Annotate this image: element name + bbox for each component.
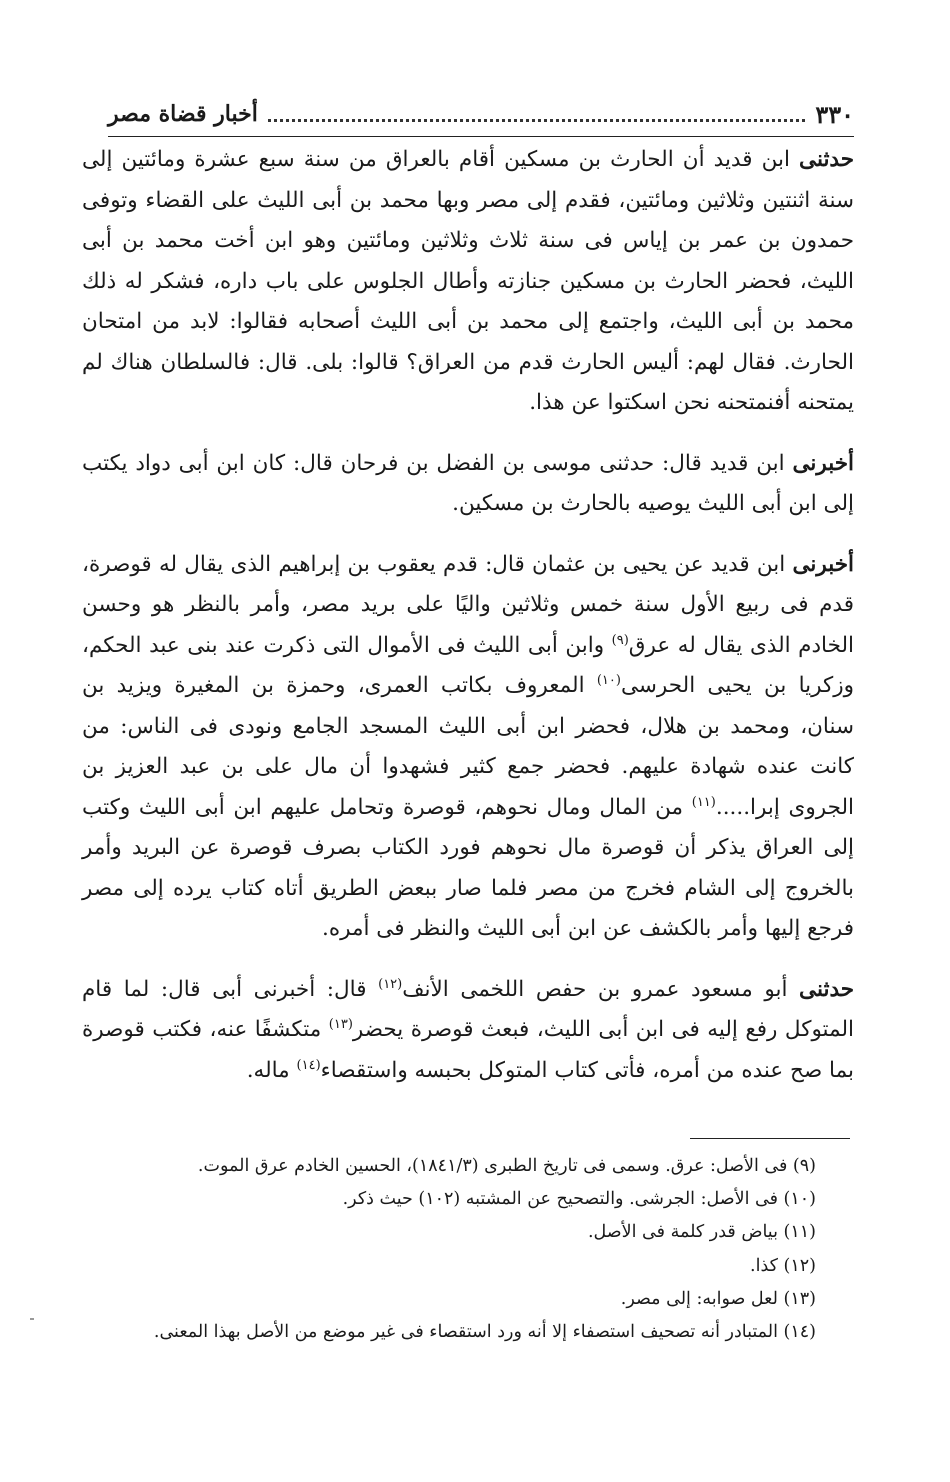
body-text <box>82 140 854 1111</box>
paragraph-text: أبو مسعود عمرو بن حفص اللخمى الأنف <box>402 976 800 1002</box>
footnotes-list <box>100 1150 816 1349</box>
footnote-item: (١٤) المتبادر أنه تصحيف استصفاء إلا أنه ورد استقصاء فى غير موضع من الأصل بهذا المعنى. <box>153 1322 816 1343</box>
footnote-reference: (١٠) <box>596 672 621 688</box>
paragraph-text: ابن قديد قال: حدثنى موسى بن الفضل بن فرحان قال: كان ابن أبى دواد يكتب إلى ابن أبى الليث يوصيه بالحارث بن مسكين. <box>82 450 854 516</box>
paragraph <box>82 444 854 525</box>
paragraph-text: قال: أخبرنى أبى قال: لما قام المتوكل رفع إليه فى ابن أبى الليث، فبعث قوصرة يحضر <box>82 976 855 1042</box>
paragraph-lead-word: حدثنى <box>799 976 855 1002</box>
running-title: أخبار قضاة مصر <box>108 101 258 127</box>
paragraph <box>82 970 854 1092</box>
paragraph-lead-word: أخبرنى <box>792 551 854 577</box>
footnote-item: (١١) بياض قدر كلمة فى الأصل. <box>587 1222 816 1243</box>
footnote-item: (١٣) لعل صوابه: إلى مصر. <box>620 1288 816 1309</box>
paragraph-text: المعروف بكاتب العمرى، وحمزة بن المغيرة ويزيد بن سنان، ومحمد بن هلال، فحضر ابن أبى الليث المسجد الجامع ونودى فى الناس: من كانت عنده شهادة عليهم. فحضر جمع كثير فشهدوا أن مال على بن عبد العزيز بن الجروى إبرا..... <box>82 673 854 820</box>
paragraph-text: من المال ومال نحوهم، قوصرة وتحامل عليهم ابن أبى الليث وكتب إلى العراق يذكر أن قوصرة مال نحوهم فورد الكتاب بصرف قوصرة عن البريد وأمر بالخروج إلى الشام فخرج من مصر فلما صار ببعض الطريق أتاه كتاب يرده إلى مصر فرجع إليها وأمر بالكشف عن ابن أبى الليث والنظر فى أمره. <box>82 794 854 941</box>
footnote-item: (١٢) كذا. <box>750 1255 816 1276</box>
paragraph-lead-word: أخبرنى <box>792 450 854 476</box>
footnote-reference: (٩) <box>611 632 629 648</box>
header-dot-leader <box>268 119 806 122</box>
footnote-item: (١٠) فى الأصل: الجرشى. والتصحيح عن المشتبه (١٠٢) حيث ذكر. <box>342 1189 816 1210</box>
footnote-separator <box>690 1138 850 1139</box>
paragraph <box>82 545 854 950</box>
paragraph-text: ماله. <box>246 1057 297 1083</box>
paragraph-text: وابن أبى الليث فى الأموال التى ذكرت عند بنى عبد الحكم، وزكريا بن يحيى الحرسى <box>82 632 854 698</box>
footnote-reference: (١٢) <box>378 976 403 992</box>
page-header <box>108 92 854 137</box>
paragraph-text: متكشفًا عنه، فكتب قوصرة بما صح عنده من أمره، فأتى كتاب المتوكل بحبسه واستقصاء <box>82 1017 854 1083</box>
paragraph-lead-word: حدثنى <box>799 147 854 172</box>
paragraph-text: ابن قديد عن يحيى بن عثمان قال: قدم يعقوب بن إبراهيم الذى يقال له قوصرة، قدم فى ربيع الأول سنة خمس وثلاثين واليًا على بريد مصر، وأمر بالنظر هو وحسن الخادم الذى يقال له عرق <box>82 551 854 658</box>
footnote-reference: (١١) <box>691 794 716 810</box>
footnote-reference: (١٣) <box>328 1016 353 1032</box>
paragraph-text: ابن قديد أن الحارث بن مسكين أقام بالعراق من سنة سبع عشرة ومائتين إلى سنة اثنتين وثلاثين ومائتين، فقدم إلى مصر وبها محمد بن أبى الليث على القضاء وتوفى حمدون بن عمر بن إياس فى سنة ثلاث وثلاثين ومائتين وهو ابن أخت محمد بن أبى الليث، فحضر الحارث بن مسكين جنازته وأطال الجلوس على باب داره، فشكر له ذلك محمد بن أبى الليث، واجتمع إلى محمد بن أبى الليث أصحابه فقالوا: لابد من امتحان الحارث. فقال لهم: أليس الحارث قدم من العراق؟ قالوا: بلى. قال: فالسلطان هناك لم يمتحنه أفنمتحنه نحن اسكتوا عن هذا. <box>82 147 854 415</box>
page-number: ٣٣٠ <box>815 99 854 129</box>
paragraph <box>82 140 854 424</box>
footnote-reference: (١٤) <box>296 1057 321 1073</box>
scan-speck <box>30 1318 34 1320</box>
footnote-item: (٩) فى الأصل: عرق. وسمى فى تاريخ الطبرى (١٨٤١/٣)، الحسين الخادم عرق الموت. <box>197 1156 816 1176</box>
